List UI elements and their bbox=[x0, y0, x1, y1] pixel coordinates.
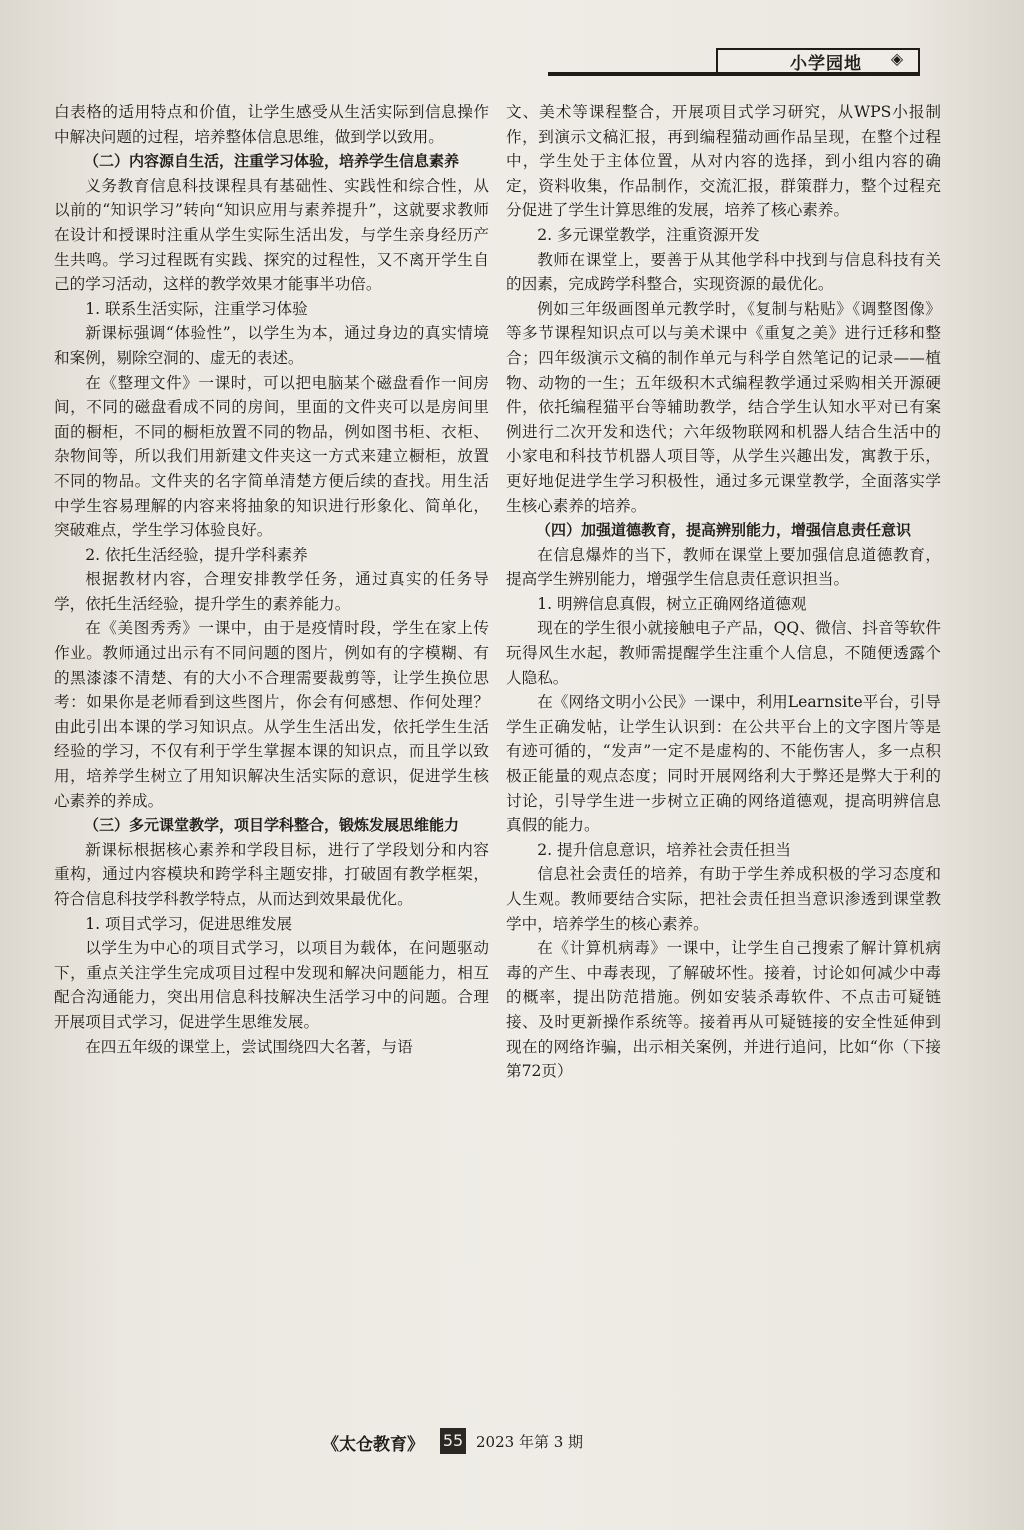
subsection-heading: 1. 项目式学习，促进思维发展 bbox=[85, 914, 293, 933]
paragraph: 以学生为中心的项目式学习，以项目为载体，在问题驱动下，重点关注学生完成项目过程中发现和解决问题能力，相互配合沟通能力，突出用信息科技解决生活学习中的问题。合理开展项目式学习，促进学生思维发展。 bbox=[54, 939, 489, 1031]
header-rule bbox=[548, 72, 920, 76]
left-column bbox=[54, 100, 489, 1059]
section-heading: （四）加强道德教育，提高辨别能力，增强信息责任意识 bbox=[536, 521, 912, 540]
subsection-heading: 2. 提升信息意识，培养社会责任担当 bbox=[537, 840, 791, 859]
paragraph: 新课标强调“体验性”，以学生为本，通过身边的真实情境和案例，剔除空洞的、虚无的表述。 bbox=[54, 324, 489, 367]
paragraph: 教师在课堂上，要善于从其他学科中找到与信息科技有关的因素，完成跨学科整合，实现资源的最优化。 bbox=[506, 250, 941, 294]
paragraph: 根据教材内容，合理安排教学任务，通过真实的任务导学，依托生活经验，提升学生的素养能力。 bbox=[54, 570, 489, 613]
paragraph: 在《网络文明小公民》一课中，利用Learnsite平台，引导学生正确发帖，让学生认识到：在公共平台上的文字图片等是有迹可循的，“发声”一定不是虚构的、不能伤害人，多一点积极正能量的观点态度；同时开展网络利大于弊还是弊大于利的讨论，引导学生进一步树立正确的网络道德观，提高明辨信息真假的能力。 bbox=[506, 693, 941, 835]
paragraph: 在信息爆炸的当下，教师在课堂上要加强信息道德教育，提高学生辨别能力，增强学生信息责任意识担当。 bbox=[506, 545, 941, 589]
journal-name: 《太仓教育》 bbox=[322, 1435, 424, 1455]
section-heading: （二）内容源自生活，注重学习体验，培养学生信息素养 bbox=[84, 152, 460, 171]
paragraph: 信息社会责任的培养，有助于学生养成积极的学习态度和人生观。教师要结合实际，把社会责任担当意识渗透到课堂教学中，培养学生的核心素养。 bbox=[506, 865, 941, 933]
paragraph: 在《美图秀秀》一课中，由于是疫情时段，学生在家上传作业。教师通过出示有不同问题的图片，例如有的字模糊、有的黑漆漆不清楚、有的大小不合理需要裁剪等，让学生换位思考：如果你是老师看到这些图片，你会有何感想、作何处理？由此引出本课的学习知识点。从学生生活出发，依托学生生活经验的学习，不仅有利于学生掌握本课的知识点，而且学以致用，培养学生树立了用知识解决生活实际的意识，促进学生核心素养的养成。 bbox=[54, 619, 489, 810]
subsection-heading: 1. 明辨信息真假，树立正确网络道德观 bbox=[537, 594, 807, 613]
paragraph: 在四五年级的课堂上，尝试围绕四大名著，与语 bbox=[85, 1037, 413, 1056]
section-title: 小学园地 bbox=[790, 54, 862, 74]
section-heading: （三）多元课堂教学，项目学科整合，锻炼发展思维能力 bbox=[84, 816, 460, 835]
paragraph: 义务教育信息科技课程具有基础性、实践性和综合性，从以前的“知识学习”转向“知识应用与素养提升”，这就要求教师在设计和授课时注重从学生实际生活出发，与学生亲身经历产生共鸣。学习过程既有实践、探究的过程性，又不离开学生自己的学习活动，这样的教学效果才能事半功倍。 bbox=[54, 176, 489, 294]
paragraph: 现在的学生很小就接触电子产品，QQ、微信、抖音等软件玩得风生水起，教师需提醒学生注重个人信息，不随便透露个人隐私。 bbox=[506, 619, 941, 687]
page-footer bbox=[0, 1428, 1024, 1458]
right-column bbox=[506, 100, 941, 1084]
running-header bbox=[548, 48, 920, 76]
issue-label: 2023 年第 3 期 bbox=[476, 1433, 584, 1451]
paragraph: 文、美术等课程整合，开展项目式学习研究，从WPS小报制作，到演示文稿汇报，再到编程猫动画作品呈现，在整个过程中，学生处于主体位置，从对内容的选择，到小组内容的确定，资料收集，作品制作，交流汇报，群策群力，整个过程充分促进了学生计算思维的发展，培养了核心素养。 bbox=[506, 103, 941, 220]
paragraph: 白表格的适用特点和价值，让学生感受从生活实际到信息操作中解决问题的过程，培养整体信息思维，做到学以致用。 bbox=[54, 103, 489, 146]
paragraph: 在《计算机病毒》一课中，让学生自己搜索了解计算机病毒的产生、中毒表现，了解破坏性。接着，讨论如何减少中毒的概率，提出防范措施。例如安装杀毒软件、不点击可疑链接、及时更新操作系统等。接着再从可疑链接的安全性延伸到现在的网络诈骗，出示相关案例，并进行追问，比如“你（下接第72页） bbox=[506, 939, 941, 1081]
page-number: 55 bbox=[440, 1428, 466, 1454]
paragraph: 例如三年级画图单元教学时，《复制与粘贴》《调整图像》等多节课程知识点可以与美术课中《重复之美》进行迁移和整合；四年级演示文稿的制作单元与科学自然笔记的记录——植物、动物的一生；五年级积木式编程教学通过采购相关开源硬件，依托编程猫平台等辅助教学，结合学生认知水平对已有案例进行二次开发和迭代；六年级物联网和机器人结合生活中的小家电和科技节机器人项目等，从学生兴趣出发，寓教于乐，更好地促进学生学习积极性，通过多元课堂教学，全面落实学生核心素养的培养。 bbox=[506, 299, 941, 515]
section-logo-icon: ◈ bbox=[890, 49, 904, 68]
subsection-heading: 1. 联系生活实际，注重学习体验 bbox=[85, 299, 308, 318]
paragraph: 新课标根据核心素养和学段目标，进行了学段划分和内容重构，通过内容模块和跨学科主题安排，打破固有教学框架，符合信息科技学科教学特点，从而达到效果最优化。 bbox=[54, 840, 489, 908]
paragraph: 在《整理文件》一课时，可以把电脑某个磁盘看作一间房间，不同的磁盘看成不同的房间，里面的文件夹可以是房间里面的橱柜，不同的橱柜放置不同的物品，例如图书柜、衣柜、杂物间等，所以我们用新建文件夹这一方式来建立橱柜，放置不同的物品。文件夹的名字简单清楚方便后续的查找。用生活中学生容易理解的内容来将抽象的知识进行形象化、简单化，突破难点，学生学习体验良好。 bbox=[54, 373, 489, 540]
subsection-heading: 2. 多元课堂教学，注重资源开发 bbox=[537, 225, 760, 244]
subsection-heading: 2. 依托生活经验，提升学科素养 bbox=[85, 545, 308, 564]
